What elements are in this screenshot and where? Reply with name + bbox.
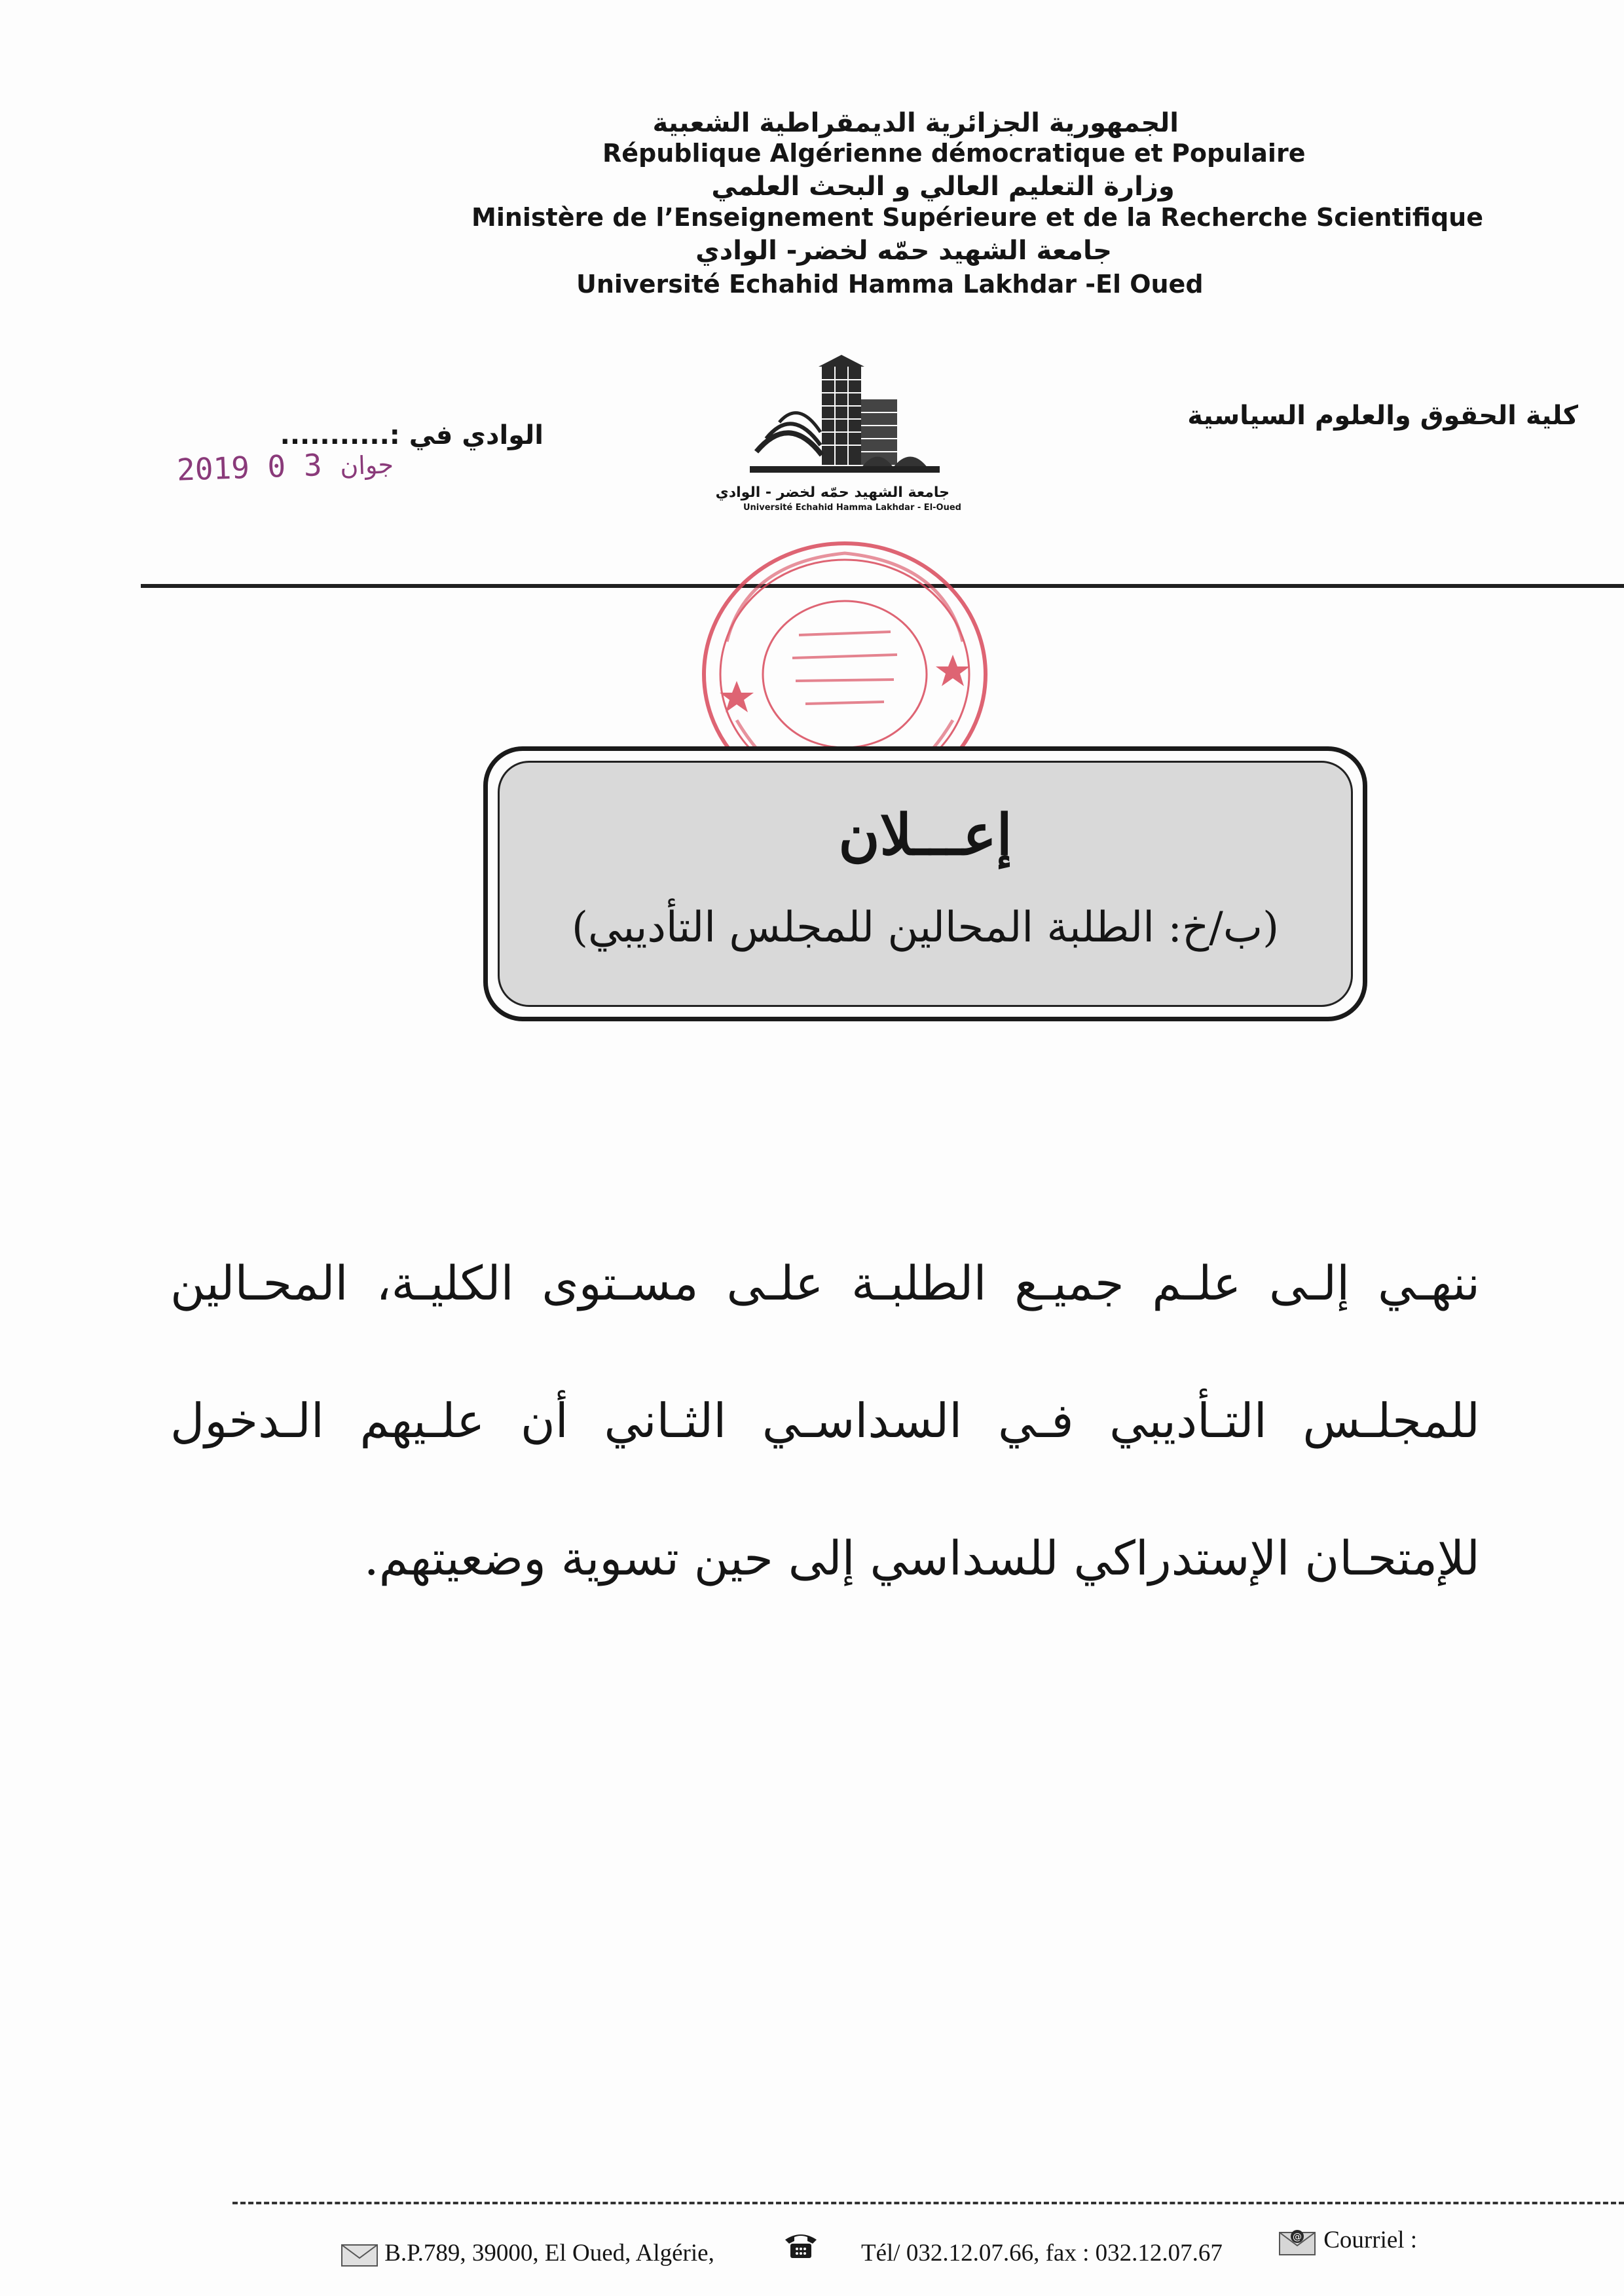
envelope-icon xyxy=(341,2242,378,2269)
footer-address xyxy=(341,2239,714,2269)
date-stamp-day: 3 0 xyxy=(267,447,323,484)
footer-email xyxy=(1277,2226,1417,2257)
footer-phone-fax: Tél/ 032.12.07.66, fax : 032.12.07.67 xyxy=(861,2240,1223,2267)
faculty-name: كلية الحقوق والعلوم السياسية xyxy=(1187,401,1578,431)
telephone-icon xyxy=(783,2229,819,2261)
address-text: B.P.789, 39000, El Oued, Algérie, xyxy=(384,2240,714,2267)
university-french: Université Echahid Hamma Lakhdar -El Oued xyxy=(576,270,1204,299)
republic-french: République Algérienne démocratique et Populaire xyxy=(602,139,1306,168)
university-arabic: جامعة الشهيد حمّه لخضر- الوادي xyxy=(695,236,1112,266)
republic-arabic: الجمهورية الجزائرية الديمقراطية الشعبية xyxy=(652,108,1179,138)
footer-divider xyxy=(232,2202,1624,2204)
svg-text:@: @ xyxy=(1293,2231,1302,2242)
ministry-french: Ministère de l’Enseignement Supérieure et de la Recherche Scientifique xyxy=(471,203,1483,232)
email-icon xyxy=(1277,2227,1318,2257)
logo-caption-french: Université Echahid Hamma Lakhdar - El-Oued xyxy=(743,503,961,513)
date-stamp-year: 2019 xyxy=(176,449,250,488)
email-label: Courriel : xyxy=(1323,2227,1418,2253)
notice-box xyxy=(498,761,1353,1007)
notice-title: إعـــلان xyxy=(838,802,1012,868)
ministry-arabic: وزارة التعليم العالي و البحث العلمي xyxy=(711,172,1175,202)
notice-subtitle: (ب/خ: الطلبة المحالين للمجلس التأديبي) xyxy=(571,903,1280,952)
date-stamp xyxy=(176,445,394,488)
date-line: الوادي في :........... xyxy=(280,420,544,450)
notice-body: ننهـي إلـى علـم جميـع الطلبـة علـى مسـتوى الكليـة، المحـالين للمجلـس التـأديبي فـي السداسـي الثـاني أن علـيهم الـدخول للإمتحـان الإستدراكي للسداسي إلى حين تسوية وضعيتهم. xyxy=(170,1256,1480,1586)
date-stamp-month: جوان xyxy=(339,450,394,481)
logo-caption-arabic: جامعة الشهيد حمّه لخضر - الوادي xyxy=(715,484,950,501)
